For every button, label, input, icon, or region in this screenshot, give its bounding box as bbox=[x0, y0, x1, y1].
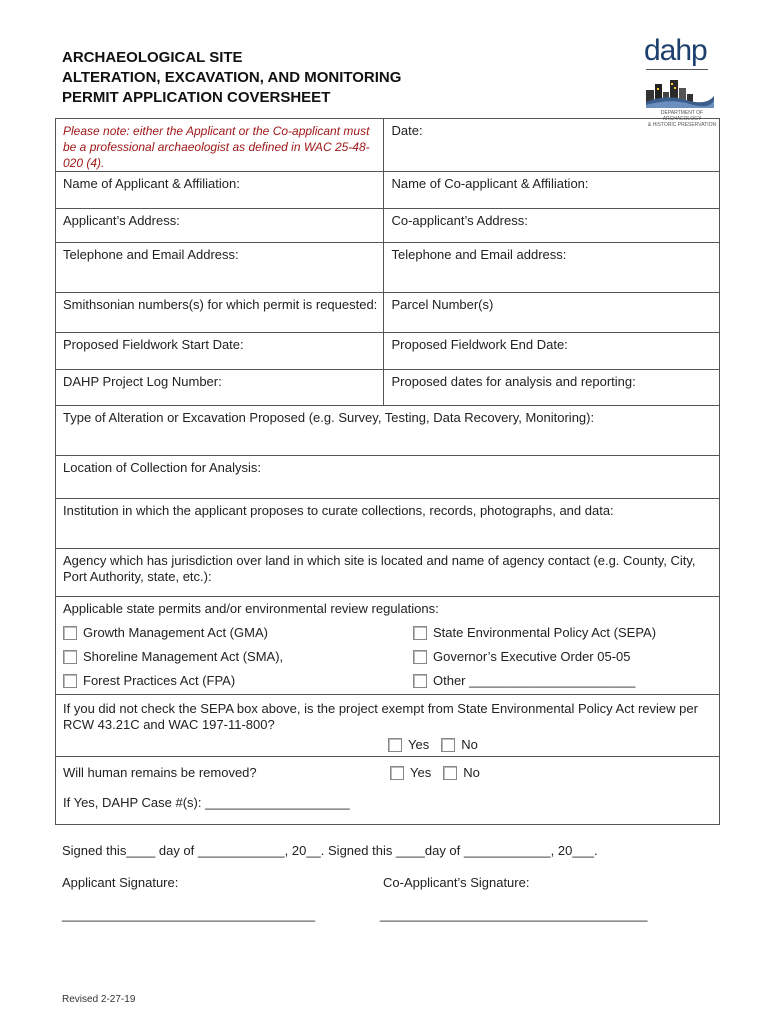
sepa-no-label: No bbox=[461, 737, 478, 752]
fpa-checkbox[interactable] bbox=[63, 674, 77, 688]
sepa-yes-checkbox[interactable] bbox=[388, 738, 402, 752]
sma-checkbox[interactable] bbox=[63, 650, 77, 664]
logo-rule bbox=[646, 69, 708, 70]
revision-date: Revised 2-27-19 bbox=[62, 994, 136, 1005]
sepa-no-checkbox[interactable] bbox=[441, 738, 455, 752]
professional-note: Please note: either the Applicant or the Co-applicant must be a professional archaeologist as defined in WAC 25-48-020 (4). bbox=[63, 124, 370, 170]
logo-subtitle: DEPARTMENT OF ARCHAEOLOGY & HISTORIC PRESERVATION bbox=[647, 110, 717, 128]
document-title bbox=[62, 48, 401, 108]
date-field[interactable]: Date: bbox=[384, 119, 720, 172]
title-line-1: ARCHAEOLOGICAL SITE bbox=[62, 49, 243, 66]
applicant-signature-label: Applicant Signature: bbox=[62, 875, 179, 890]
remains-no-label: No bbox=[463, 765, 480, 780]
smithsonian-field[interactable]: Smithsonian numbers(s) for which permit is requested: bbox=[56, 293, 384, 333]
fpa-label: Forest Practices Act (FPA) bbox=[83, 673, 236, 688]
remains-yes-label: Yes bbox=[410, 765, 432, 780]
title-line-3: PERMIT APPLICATION COVERSHEET bbox=[62, 89, 331, 106]
note-cell bbox=[56, 119, 384, 172]
logo-word: dahp bbox=[644, 34, 707, 67]
permits-heading: Applicable state permits and/or environmental review regulations: bbox=[63, 601, 439, 616]
sepa-checkbox[interactable] bbox=[413, 626, 427, 640]
coapplicant-signature-label: Co-Applicant’s Signature: bbox=[383, 875, 530, 890]
log-number-field[interactable]: DAHP Project Log Number: bbox=[56, 370, 384, 406]
coapplicant-signature-line[interactable]: _____________________________________ bbox=[380, 907, 648, 922]
signed-this-line[interactable]: Signed this____ day of ____________, 20__. Signed this ____day of ____________, 20___. bbox=[62, 843, 598, 858]
coapplicant-name-field[interactable]: Name of Co-applicant & Affiliation: bbox=[384, 172, 720, 209]
gma-checkbox[interactable] bbox=[63, 626, 77, 640]
application-form bbox=[55, 118, 720, 825]
agency-field[interactable]: Agency which has jurisdiction over land in which site is located and name of agency contact (e.g. County, City, Port Authority, state, etc.): bbox=[56, 549, 720, 597]
parcel-field[interactable]: Parcel Number(s) bbox=[384, 293, 720, 333]
type-field[interactable]: Type of Alteration or Excavation Proposed (e.g. Survey, Testing, Data Recovery, Monitoring): bbox=[56, 406, 720, 456]
remains-no-checkbox[interactable] bbox=[443, 766, 457, 780]
eo-label: Governor’s Executive Order 05-05 bbox=[433, 649, 631, 664]
coapplicant-address-field[interactable]: Co-applicant’s Address: bbox=[384, 209, 720, 243]
other-checkbox[interactable] bbox=[413, 674, 427, 688]
remains-yes-checkbox[interactable] bbox=[390, 766, 404, 780]
applicant-telephone-field[interactable]: Telephone and Email Address: bbox=[56, 243, 384, 293]
gma-label: Growth Management Act (GMA) bbox=[83, 625, 268, 640]
eo-checkbox[interactable] bbox=[413, 650, 427, 664]
dahp-logo bbox=[640, 34, 720, 128]
sepa-exempt-question: If you did not check the SEPA box above, is the project exempt from State Environmental Policy Act review per RCW 43.21C and WAC 197-11-800? bbox=[63, 701, 698, 732]
applicant-address-field[interactable]: Applicant’s Address: bbox=[56, 209, 384, 243]
applicant-name-field[interactable]: Name of Applicant & Affiliation: bbox=[56, 172, 384, 209]
title-line-2: ALTERATION, EXCAVATION, AND MONITORING bbox=[62, 69, 402, 86]
coapplicant-telephone-field[interactable]: Telephone and Email address: bbox=[384, 243, 720, 293]
sepa-label: State Environmental Policy Act (SEPA) bbox=[433, 625, 657, 640]
remains-question: Will human remains be removed? bbox=[63, 765, 257, 780]
institution-field[interactable]: Institution in which the applicant proposes to curate collections, records, photographs, and data: bbox=[56, 499, 720, 549]
end-date-field[interactable]: Proposed Fieldwork End Date: bbox=[384, 333, 720, 370]
analysis-dates-field[interactable]: Proposed dates for analysis and reporting: bbox=[384, 370, 720, 406]
applicant-signature-line[interactable]: ___________________________________ bbox=[62, 907, 316, 922]
remains-section bbox=[56, 757, 720, 825]
city-skyline-icon bbox=[646, 78, 714, 108]
sma-label: Shoreline Management Act (SMA), bbox=[83, 649, 284, 664]
permits-section bbox=[56, 597, 720, 695]
location-field[interactable]: Location of Collection for Analysis: bbox=[56, 456, 720, 499]
dahp-case-field[interactable]: If Yes, DAHP Case #(s): ____________________ bbox=[63, 795, 350, 810]
sepa-yes-label: Yes bbox=[408, 737, 430, 752]
other-label: Other _______________________ bbox=[433, 673, 636, 688]
sepa-exempt-section bbox=[56, 695, 720, 757]
start-date-field[interactable]: Proposed Fieldwork Start Date: bbox=[56, 333, 384, 370]
